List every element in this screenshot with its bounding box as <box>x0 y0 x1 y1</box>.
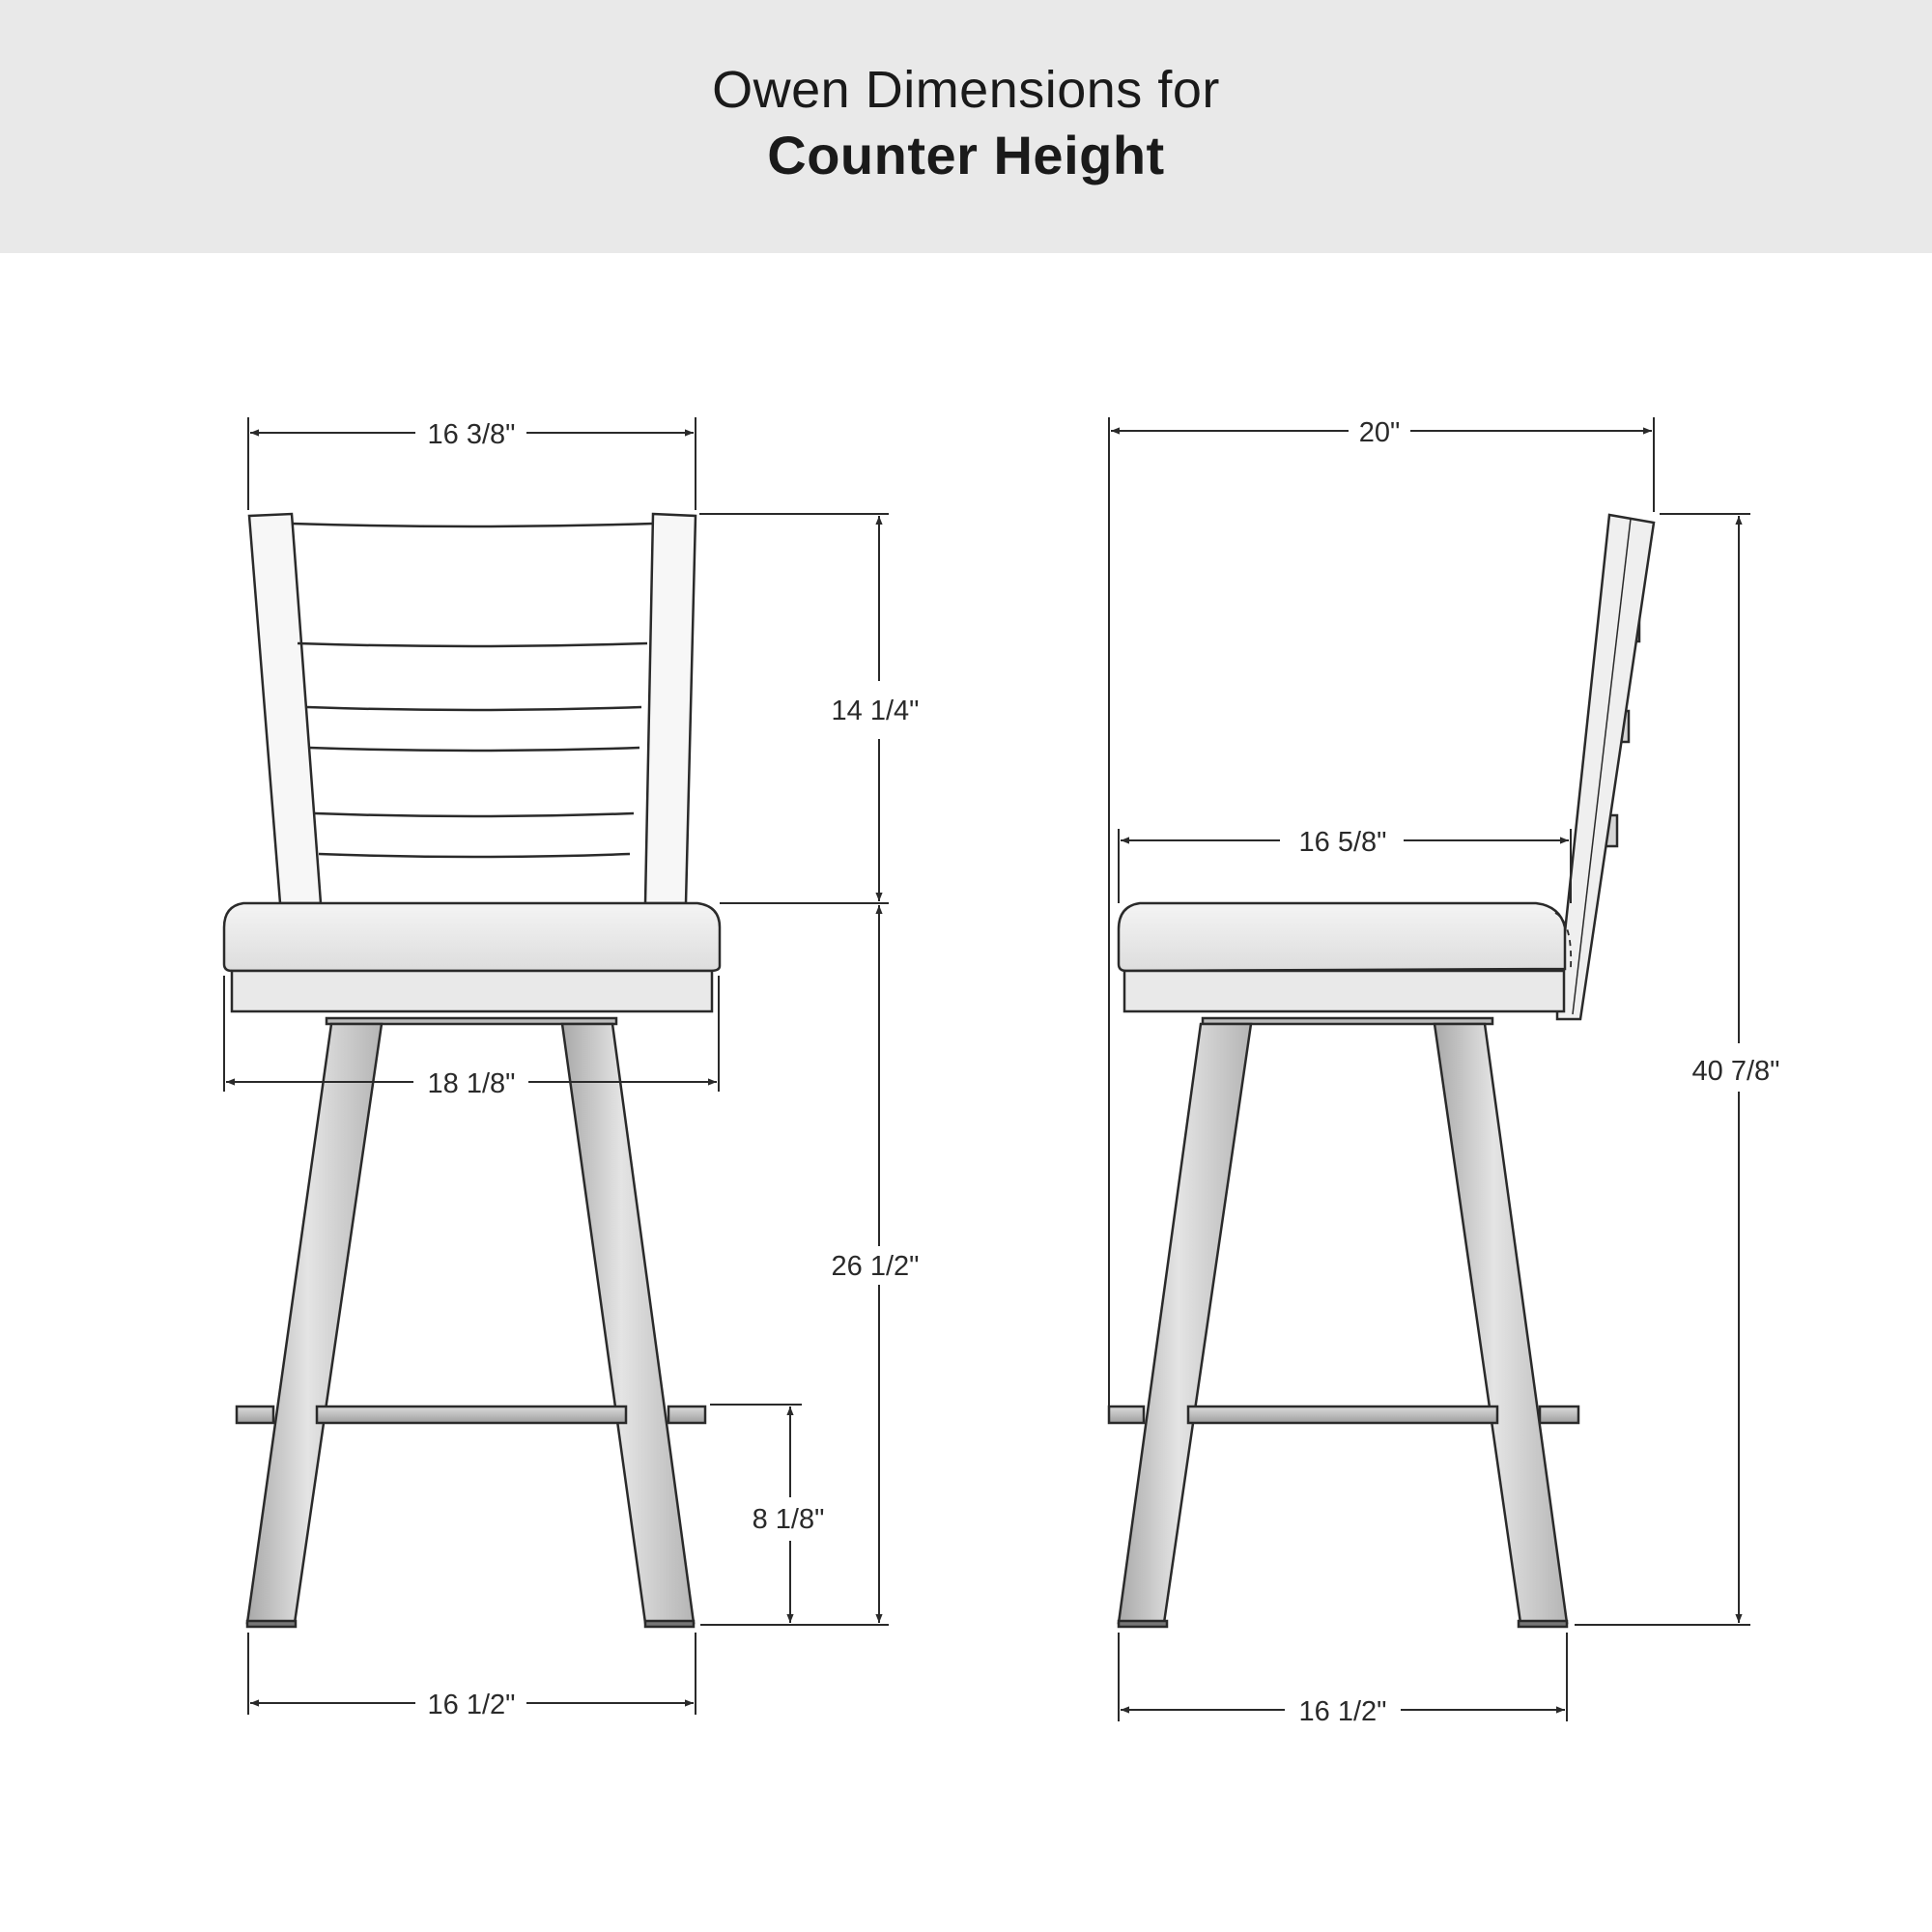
front-back-slat-1 <box>298 643 647 646</box>
dim-seat-depth: 16 5/8" <box>1298 827 1387 858</box>
front-footrest-right-stub <box>668 1406 705 1423</box>
side-leg-front <box>1119 1024 1251 1623</box>
front-leg-left <box>247 1024 382 1623</box>
front-back-top-rail <box>292 524 653 526</box>
front-back-post-left <box>249 514 321 903</box>
front-leg-right <box>562 1024 694 1623</box>
front-back-slat-3 <box>309 748 639 751</box>
side-foot-rear <box>1519 1621 1567 1627</box>
title-line-1: Owen Dimensions for <box>712 61 1220 119</box>
side-footrest-front-stub <box>1109 1406 1144 1423</box>
side-foot-front <box>1119 1621 1167 1627</box>
side-back-post <box>1557 515 1654 1019</box>
front-footrest-bar <box>317 1406 626 1423</box>
dim-front-base-width: 16 1/2" <box>427 1690 516 1720</box>
dim-back-width: 16 3/8" <box>427 419 516 450</box>
front-seat-cushion <box>224 903 720 971</box>
side-footrest-bar <box>1188 1406 1497 1423</box>
front-seat-base <box>232 971 712 1011</box>
front-back-slat-5 <box>319 854 630 857</box>
side-footrest-rear-stub <box>1540 1406 1578 1423</box>
side-seat-base <box>1124 971 1564 1011</box>
dim-footrest-height: 8 1/8" <box>752 1504 825 1535</box>
front-back-slat-2 <box>307 707 641 710</box>
dim-side-base-depth: 16 1/2" <box>1298 1696 1387 1727</box>
front-footrest-left-stub <box>237 1406 273 1423</box>
side-seat-cushion <box>1119 903 1565 971</box>
dim-back-height: 14 1/4" <box>831 696 920 726</box>
dim-seat-height: 26 1/2" <box>831 1251 920 1282</box>
side-leg-rear <box>1435 1024 1567 1623</box>
front-foot-left <box>247 1621 296 1627</box>
side-view-stool <box>1109 515 1654 1627</box>
front-back-slat-4 <box>315 813 634 816</box>
title-line-2: Counter Height <box>767 125 1165 185</box>
dim-overall-depth: 20" <box>1358 417 1401 448</box>
dim-overall-height: 40 7/8" <box>1691 1056 1780 1087</box>
front-back-post-right <box>645 514 696 903</box>
dim-seat-width: 18 1/8" <box>427 1068 516 1099</box>
front-foot-right <box>645 1621 694 1627</box>
